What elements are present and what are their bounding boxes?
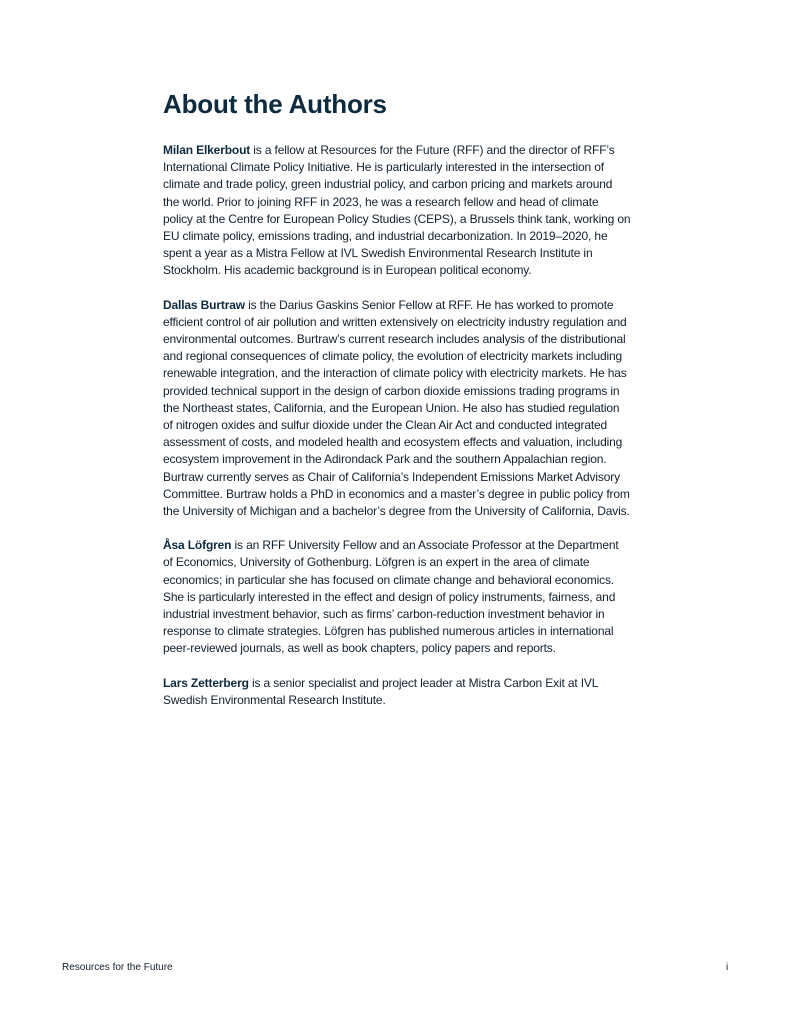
footer-page-number: i [726, 962, 729, 973]
author-name: Milan Elkerbout [163, 143, 251, 157]
author-name: Dallas Burtraw [163, 297, 245, 312]
author-bio-lofgren [163, 537, 631, 657]
author-bio-text: is a fellow at Resources for the Future (RFF) and the director of RFF’s International Climate Policy Initiative. He is particularly interested in the intersection of climate and trade policy, green industrial policy, and carbon pricing and markets around the world. Prior to joining RFF in 2023, he was a research fellow and head of climate policy at the Centre for European Policy Studies (CEPS), a Brussels think tank, working on EU climate policy, emissions trading, and industrial decarbonization. In 2019–2020, he spent a year as a Mistra Fellow at IVL Swedish Environmental Research Institute in Stockholm. His academic background is in European political economy. [163, 143, 631, 278]
author-bio-text: is an RFF University Fellow and an Associate Professor at the Department of Economics, University of Gothenburg. Löfgren is an expert in the area of climate economics; in particular she has focused on climate change and behavioral economics. She is particularly interested in the effect and design of policy instruments, fairness, and industrial investment behavior, such as firms’ carbon-reduction investment behavior in response to climate strategies. Löfgren has published numerous articles in international peer-reviewed journals, as well as book chapters, policy papers and reports. [163, 538, 619, 656]
author-bio-text: is a senior specialist and project leader at Mistra Carbon Exit at IVL Swedish Environmental Research Institute. [163, 675, 598, 707]
authors-list [163, 142, 631, 726]
author-name: Lars Zetterberg [163, 675, 249, 690]
author-name: Åsa Löfgren [163, 538, 232, 553]
author-bio-text: is the Darius Gaskins Senior Fellow at RFF. He has worked to promote efficient control of air pollution and written extensively on electricity industry regulation and environmental outcomes. Burtraw’s current research includes analysis of the distributional and regional consequences of climate policy, the evolution of electricity markets including renewable integration, and the interaction of climate policy with electricity markets. He has provided technical support in the design of carbon dioxide emissions trading programs in the Northeast states, California, and the European Union. He also has studied regulation of nitrogen oxides and sulfur dioxide under the Clean Air Act and conducted integrated assessment of costs, and modeled health and ecosystem effects and valuation, including ecosystem improvement in the Adirondack Park and the southern Appalachian region. Burtraw currently serves as Chair of California’s Independent Emissions Market Advisory Committee. Burtraw holds a PhD in economics and a master’s degree in public policy from the University of Michigan and a bachelor’s degree from the University of California, Davis. [163, 297, 630, 519]
author-bio-burtraw [163, 297, 631, 521]
author-bio-elkerbout [163, 142, 631, 280]
footer-organization: Resources for the Future [62, 962, 173, 973]
page-title: About the Authors [163, 89, 387, 119]
author-bio-zetterberg [163, 675, 631, 709]
